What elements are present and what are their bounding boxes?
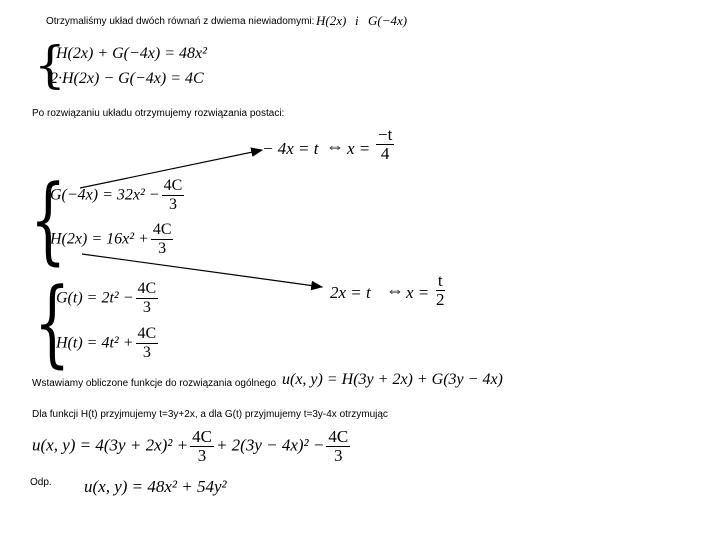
subst1-lhs: x = [347,139,371,158]
substitution-note-text: Dla funkcji H(t) przyjmujemy t=3y+2x, a dla G(t) przyjmujemy t=3y-4x otrzymując [32,409,388,420]
result-den1: 3 [197,445,207,465]
system2-brace: { [30,165,67,275]
system3-eq1-den: 3 [142,298,151,316]
system2-eq2-num: 4C [152,221,172,238]
subst1-equiv-arrow: ⇔ [326,136,344,156]
subst2-num: t [437,271,443,290]
intro-connector: i [355,13,359,28]
system3-eq2-left: H(t) = 4t² + [56,334,134,352]
subst1-left: − 4x = t [262,139,319,158]
subst2-equiv-arrow: ⇔ [386,280,404,300]
subst1-den: 4 [380,143,390,163]
subst2-den: 2 [436,289,445,309]
system3-eq2-num: 4C [137,325,157,342]
system2-eq1-left: G(−4x) = 32x² − [50,186,160,204]
intro-math-h: H(2x) [316,13,347,28]
system2-eq1-den: 3 [168,195,177,213]
answer-formula: u(x, y) = 48x² + 54y² [84,477,227,496]
arrow-to-subst1 [80,150,262,188]
system2-eq1-num: 4C [163,177,183,194]
answer-label: Odp. [30,477,52,488]
result-num1: 4C [192,427,212,446]
system3-eq1-left: G(t) = 2t² − [56,289,134,307]
system2-eq2-left: H(2x) = 16x² + [50,230,149,248]
intro-text: Otrzymaliśmy układ dwóch równań z dwiema niewiadomymi: [46,16,315,27]
result-part2: + 2(3y − 4x)² − [215,435,325,455]
intro-math-g: G(−4x) [368,13,408,28]
system3-brace: { [34,268,71,378]
result-num2: 4C [328,427,349,446]
result-den2: 3 [334,445,343,465]
system1-eq2: 2·H(2x) − G(−4x) = 4C [50,70,204,87]
subst2-lhs: x = [406,283,430,302]
subst1-num: −t [378,125,393,144]
general-formula: u(x, y) = H(3y + 2x) + G(3y − 4x) [282,371,503,388]
system3-eq1-num: 4C [137,280,157,297]
system3-eq2-den: 3 [142,343,151,361]
subst2-left: 2x = t [330,283,371,302]
system1-brace: { [34,36,66,94]
general-text: Wstawiamy obliczone funkcje do rozwiązania ogólnego [32,378,277,389]
system1-eq1: H(2x) + G(−4x) = 48x² [56,45,207,62]
result-part1: u(x, y) = 4(3y + 2x)² + [32,435,189,455]
solution-intro-text: Po rozwiązaniu układu otrzymujemy rozwiązania postaci: [32,108,285,119]
system2-eq2-den: 3 [158,239,167,257]
arrow-to-subst2 [82,254,322,287]
